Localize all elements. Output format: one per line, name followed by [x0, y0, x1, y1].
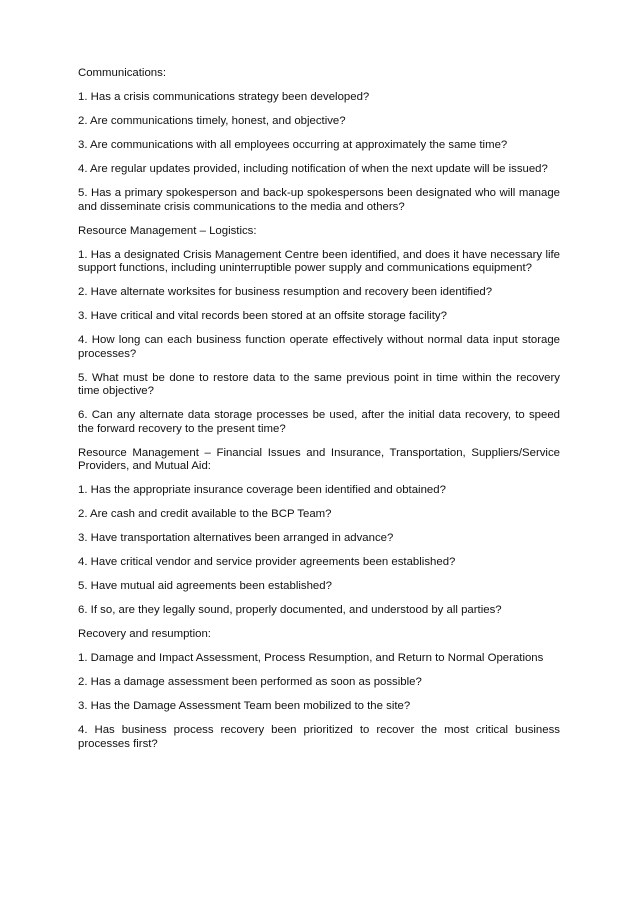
question-paragraph: 4. How long can each business function operate effectively without normal data input storage processes? — [78, 334, 560, 360]
section-heading-financial: Resource Management – Financial Issues and Insurance, Transportation, Suppliers/Service Providers, and Mutual Aid: — [78, 446, 560, 472]
question-paragraph: 1. Damage and Impact Assessment, Process Resumption, and Return to Normal Operations — [78, 652, 544, 664]
question-paragraph: 6. Can any alternate data storage processes be used, after the initial data recovery, to speed the forward recovery to the present time? — [78, 409, 560, 435]
question-paragraph: 2. Have alternate worksites for business resumption and recovery been identified? — [78, 286, 493, 298]
question-paragraph: 3. Have transportation alternatives been arranged in advance? — [78, 532, 394, 544]
question-paragraph: 4. Have critical vendor and service provider agreements been established? — [78, 556, 456, 568]
question-paragraph: 2. Are communications timely, honest, and objective? — [78, 115, 346, 127]
question-paragraph: 2. Has a damage assessment been performed as soon as possible? — [78, 676, 422, 688]
section-heading-logistics: Resource Management – Logistics: — [78, 224, 257, 237]
question-paragraph: 1. Has a crisis communications strategy been developed? — [78, 91, 370, 103]
question-paragraph: 4. Are regular updates provided, including notification of when the next update will be issued? — [78, 163, 548, 175]
question-paragraph: 3. Has the Damage Assessment Team been mobilized to the site? — [78, 700, 411, 712]
question-paragraph: 2. Are cash and credit available to the BCP Team? — [78, 508, 332, 520]
question-paragraph: 5. Has a primary spokesperson and back-up spokespersons been designated who will manage and disseminate crisis communications to the media and others? — [78, 187, 560, 213]
section-heading-recovery: Recovery and resumption: — [78, 628, 211, 640]
question-paragraph: 5. Have mutual aid agreements been established? — [78, 580, 332, 592]
question-paragraph: 1. Has the appropriate insurance coverage been identified and obtained? — [78, 484, 446, 496]
question-paragraph: 3. Are communications with all employees occurring at approximately the same time? — [78, 139, 508, 151]
question-paragraph: 5. What must be done to restore data to the same previous point in time within the recovery time objective? — [78, 371, 560, 397]
question-paragraph: 1. Has a designated Crisis Management Centre been identified, and does it have necessary life support functions, including uninterruptible power supply and communications equipment? — [78, 248, 560, 274]
question-paragraph: 6. If so, are they legally sound, properly documented, and understood by all parties? — [78, 604, 502, 616]
question-paragraph: 3. Have critical and vital records been stored at an offsite storage facility? — [78, 310, 447, 322]
document-page — [78, 67, 560, 762]
question-paragraph: 4. Has business process recovery been prioritized to recover the most critical business processes first? — [78, 724, 560, 750]
section-heading-communications: Communications: — [78, 67, 166, 79]
